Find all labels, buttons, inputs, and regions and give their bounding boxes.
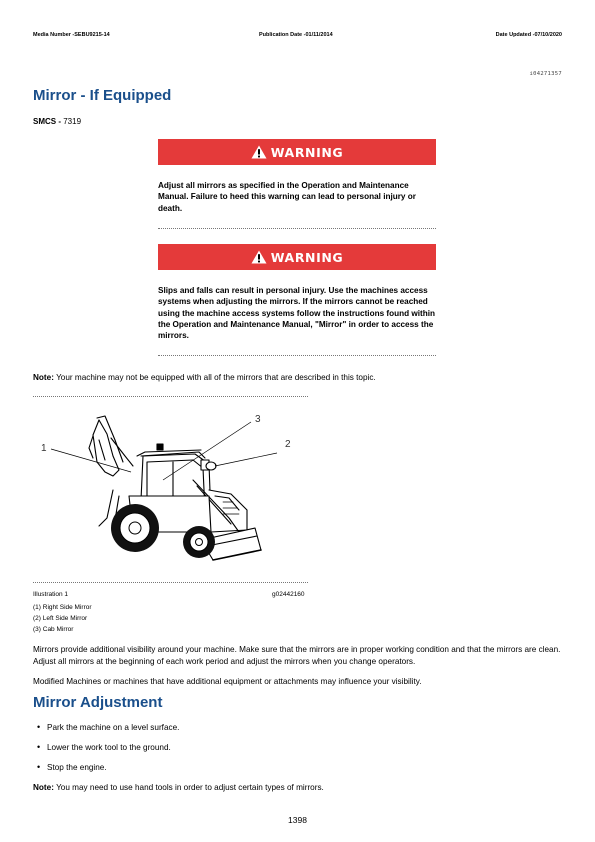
- paragraph: Modified Machines or machines that have additional equipment or attachments may influence your visibility.: [33, 677, 422, 686]
- note-text: You may need to use hand tools in order to adjust certain types of mirrors.: [56, 783, 324, 792]
- legend-item: (2) Left Side Mirror: [33, 615, 88, 622]
- callout-3: 3: [255, 414, 261, 425]
- document-id: i04271357: [529, 71, 562, 77]
- note: [33, 783, 324, 792]
- legend-item: (1) Right Side Mirror: [33, 604, 92, 611]
- divider: [33, 396, 308, 397]
- divider: [33, 582, 308, 583]
- callout-2: 2: [285, 439, 291, 450]
- note-label: Note:: [33, 783, 54, 792]
- header-date-updated: Date Updated -07/10/2020: [495, 32, 562, 38]
- divider: [158, 355, 436, 356]
- list-item: • Stop the engine.: [47, 763, 107, 772]
- list-item: • Lower the work tool to the ground.: [47, 743, 171, 752]
- page-number: 1398: [288, 815, 307, 825]
- illustration-id: g02442160: [272, 591, 305, 598]
- illustration-label: Illustration 1: [33, 591, 69, 598]
- backhoe-loader-illustration: [33, 400, 308, 580]
- note: [33, 373, 376, 382]
- warning-text: Slips and falls can result in personal injury. Use the machines access systems when adjusting the mirrors. If the mirrors cannot be reached using the machine access systems follow the instructions found within the Operation and Maintenance Manual, "Mirror" in order to access the mirrors.: [158, 286, 436, 341]
- list-item: • Park the machine on a level surface.: [47, 723, 179, 732]
- header-media-number: Media Number -SEBU9215-14: [33, 32, 110, 38]
- warning-text: Adjust all mirrors as specified in the Operation and Maintenance Manual. Failure to heed this warning can lead to personal injury or death.: [158, 181, 416, 213]
- legend-item: (3) Cab Mirror: [33, 626, 74, 633]
- note-text: Your machine may not be equipped with all of the mirrors that are described in this topic.: [56, 373, 376, 382]
- callout-1: 1: [41, 443, 47, 454]
- warning-label: WARNING: [270, 249, 344, 265]
- warning-triangle-icon: [251, 145, 267, 159]
- page-title: Mirror - If Equipped: [33, 87, 172, 104]
- warning-triangle-icon: [251, 250, 267, 264]
- smcs-code: [33, 117, 81, 126]
- warning-banner: [158, 244, 436, 270]
- smcs-value: 7319: [63, 117, 82, 126]
- paragraph: Mirrors provide additional visibility around your machine. Make sure that the mirrors are in proper working condition and that the mirrors are clean. Adjust all mirrors at the beginning of each work period and adjust the mirrors when you change operators.: [33, 645, 561, 666]
- section-heading: Mirror Adjustment: [33, 694, 163, 711]
- smcs-label: SMCS -: [33, 117, 61, 126]
- header-publication-date: Publication Date -01/11/2014: [259, 32, 333, 38]
- warning-label: WARNING: [270, 144, 344, 160]
- note-label: Note:: [33, 373, 54, 382]
- warning-banner: [158, 139, 436, 165]
- divider: [158, 228, 436, 229]
